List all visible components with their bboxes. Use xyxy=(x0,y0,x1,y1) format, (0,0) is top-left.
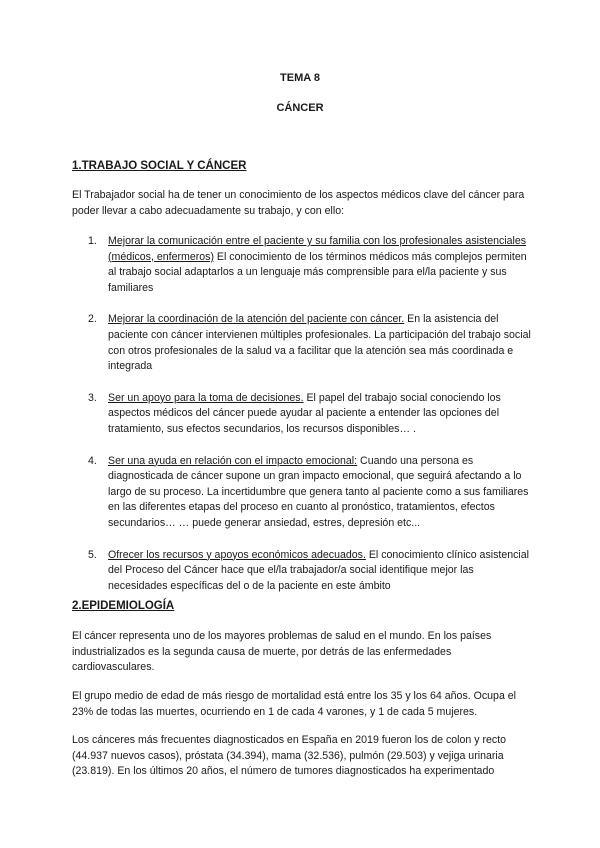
list-item-body: El conocimiento clínico asistencial del Proceso del Cáncer hace que el/la trabajador/a social identifique mejor las necesidades específicas del o de la paciente en este ámbito xyxy=(108,548,530,592)
document-title: CÁNCER xyxy=(276,102,324,114)
section-heading-trabajo-social: 1.TRABAJO SOCIAL Y CÁNCER xyxy=(72,160,247,172)
epidemiology-paragraph: El grupo medio de edad de más riesgo de mortalidad está entre los 35 y los 64 años. Ocupa el 23% de todas las muertes, ocurriendo en 1 de cada 4 varones, y 1 de cada 5 mujeres. xyxy=(72,690,517,718)
epidemiology-paragraph: Los cánceres más frecuentes diagnosticados en España en 2019 fueron los de colon y recto (44.937 nuevos casos), próstata (34.394), mama (32.536), pulmón (29.503) y vejiga urinaria (23.819). En los últimos 20 años, el número de tumores diagnosticados ha experimentado xyxy=(72,734,507,778)
list-item-title: Mejorar la comunicación entre el paciente y su familia con los profesionales asistenciales (médicos, enfermeros) xyxy=(108,235,527,263)
list-item xyxy=(72,454,532,532)
list-item-title: Ser una ayuda en relación con el impacto emocional: xyxy=(108,454,358,467)
list-item-number: 4. xyxy=(88,454,97,467)
topic-number: TEMA 8 xyxy=(280,72,320,84)
list-item-body: El conocimiento de los términos médicos más complejos permiten al trabajo social adaptarlos a un lenguaje más comprensible para el/la paciente y sus familiares xyxy=(108,250,527,294)
list-item-body: El papel del trabajo social conociendo los aspectos médicos del cáncer puede ayudar al paciente a entender las opciones del tratamiento, sus efectos secundarios, los recursos disponibles… . xyxy=(108,391,501,435)
section-heading-epidemiologia: 2.EPIDEMIOLOGÍA xyxy=(72,600,175,612)
list-item-number: 5. xyxy=(88,548,97,561)
list-item-body: Cuando una persona es diagnosticada de cáncer supone un gran impacto emocional, que seguirá afectando a lo largo de su proceso. La incertidumbre que genera tanto al paciente como a sus familiares en las diferentes etapas del proceso en cuanto al pronóstico, tratamientos, efectos secundarios… … puede generar ansiedad, estres, depresión etc... xyxy=(108,454,529,529)
section-intro-paragraph: El Trabajador social ha de tener un conocimiento de los aspectos médicos clave del cáncer para poder llevar a cabo adecuadamente su trabajo, y con ello: xyxy=(72,189,525,217)
list-item-title: Mejorar la coordinación de la atención del paciente con cáncer. xyxy=(108,313,405,326)
list-item-title: Ofrecer los recursos y apoyos económicos adecuados. xyxy=(108,548,366,561)
list-item-number: 3. xyxy=(88,391,97,404)
list-item xyxy=(72,548,532,595)
list-item-number: 2. xyxy=(88,313,97,326)
list-item xyxy=(72,312,532,374)
epidemiology-paragraph: El cáncer representa uno de los mayores problemas de salud en el mundo. En los países industrializados es la segunda causa de muerte, por detrás de las enfermedades cardiovasculares. xyxy=(72,630,492,674)
list-item-body: En la asistencia del paciente con cáncer intervienen múltiples profesionales. La participación del trabajo social con otros profesionales de la salud va a facilitar que la atención sea más coordinada e integrada xyxy=(108,313,531,373)
list-item xyxy=(72,234,532,296)
list-item-title: Ser un apoyo para la toma de decisiones. xyxy=(108,391,304,404)
list-item-number: 1. xyxy=(88,235,97,247)
list-item xyxy=(72,391,532,438)
numbered-list xyxy=(72,234,532,610)
